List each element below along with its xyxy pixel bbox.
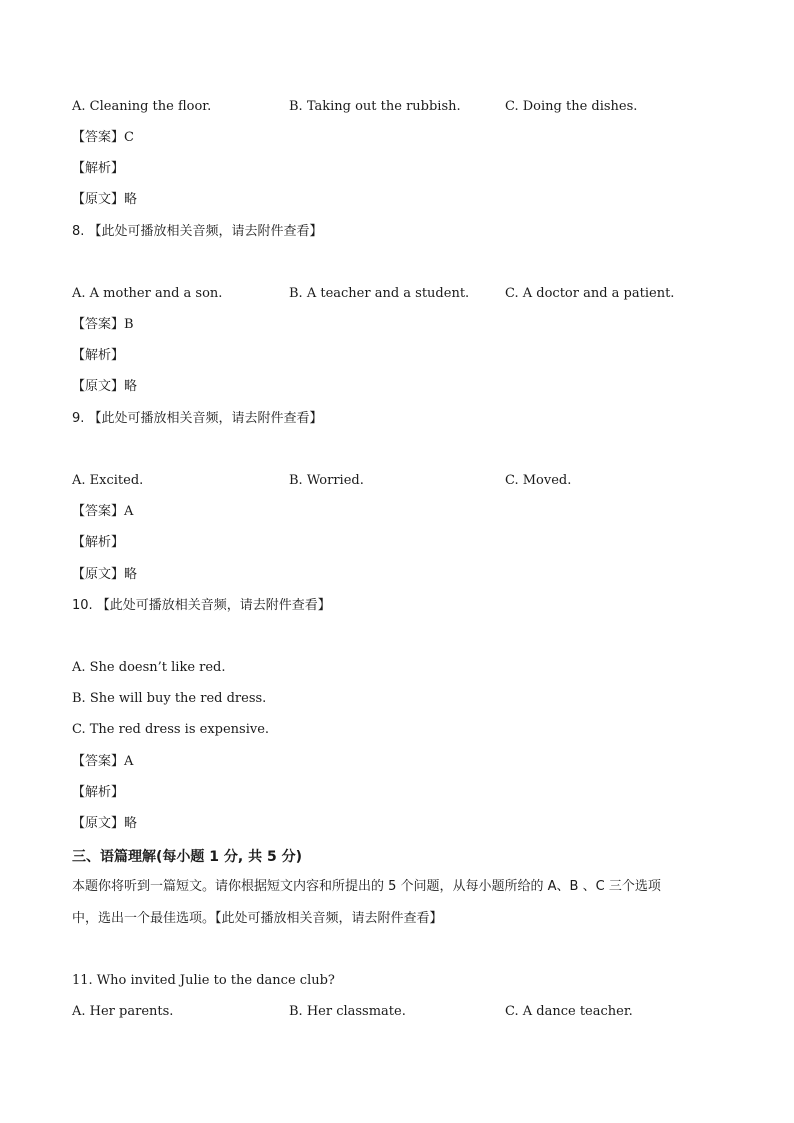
- answer-label: 【答案】: [72, 130, 125, 145]
- original-label: 【原文】: [72, 816, 125, 831]
- original-value: 略: [124, 379, 138, 394]
- q9-stem: 9. 【此处可播放相关音频，请去附件查看】: [72, 411, 323, 426]
- answer-label: 【答案】: [72, 317, 125, 332]
- q9-option-b: B. Worried.: [289, 473, 364, 488]
- answer-value: B: [124, 317, 134, 332]
- q8-answer: [72, 315, 134, 335]
- original-value: 略: [124, 816, 138, 831]
- q8-original: [72, 377, 137, 397]
- q8-analysis: 【解析】: [72, 348, 125, 363]
- q10-option-b: B. She will buy the red dress.: [72, 691, 267, 706]
- q11-option-c: C. A dance teacher.: [505, 1004, 633, 1019]
- q7-analysis: 【解析】: [72, 161, 125, 176]
- q8-option-c: C. A doctor and a patient.: [505, 286, 675, 301]
- q9-option-a: A. Excited.: [72, 473, 144, 488]
- q7-option-c: C. Doing the dishes.: [505, 99, 638, 114]
- answer-label: 【答案】: [72, 504, 125, 519]
- q10-option-a: A. She doesn’t like red.: [72, 660, 226, 675]
- q8-option-a: A. A mother and a son.: [72, 286, 223, 301]
- q10-answer: [72, 752, 133, 772]
- answer-value: C: [124, 130, 134, 145]
- section-title: 三、语篇理解(每小题 1 分, 共 5 分): [72, 849, 302, 865]
- q9-original: [72, 565, 137, 585]
- section-instruction-line-1: 本题你将听到一篇短文。请你根据短文内容和所提出的 5 个问题，从每小题所给的 A、B 、C 三个选项: [72, 879, 661, 894]
- original-value: 略: [124, 567, 138, 582]
- q9-analysis: 【解析】: [72, 535, 125, 550]
- original-label: 【原文】: [72, 379, 125, 394]
- q7-original: [72, 190, 137, 210]
- q10-option-c: C. The red dress is expensive.: [72, 722, 270, 737]
- original-label: 【原文】: [72, 567, 125, 582]
- q11-option-b: B. Her classmate.: [289, 1004, 406, 1019]
- q11-stem: 11. Who invited Julie to the dance club?: [72, 973, 335, 988]
- q9-option-c: C. Moved.: [505, 473, 572, 488]
- q10-analysis: 【解析】: [72, 785, 125, 800]
- original-label: 【原文】: [72, 192, 125, 207]
- answer-label: 【答案】: [72, 754, 125, 769]
- original-value: 略: [124, 192, 138, 207]
- q11-option-a: A. Her parents.: [72, 1004, 174, 1019]
- q10-original: [72, 814, 137, 834]
- q8-stem: 8. 【此处可播放相关音频，请去附件查看】: [72, 224, 323, 239]
- q7-option-a: A. Cleaning the floor.: [72, 99, 212, 114]
- q10-stem: 10. 【此处可播放相关音频，请去附件查看】: [72, 598, 331, 613]
- answer-value: A: [124, 754, 134, 769]
- q8-option-b: B. A teacher and a student.: [289, 286, 470, 301]
- answer-value: A: [124, 504, 134, 519]
- section-instruction-line-2: 中，选出一个最佳选项。【此处可播放相关音频，请去附件查看】: [72, 911, 443, 926]
- q7-answer: [72, 128, 134, 148]
- q9-answer: [72, 502, 133, 522]
- q7-option-b: B. Taking out the rubbish.: [289, 99, 461, 114]
